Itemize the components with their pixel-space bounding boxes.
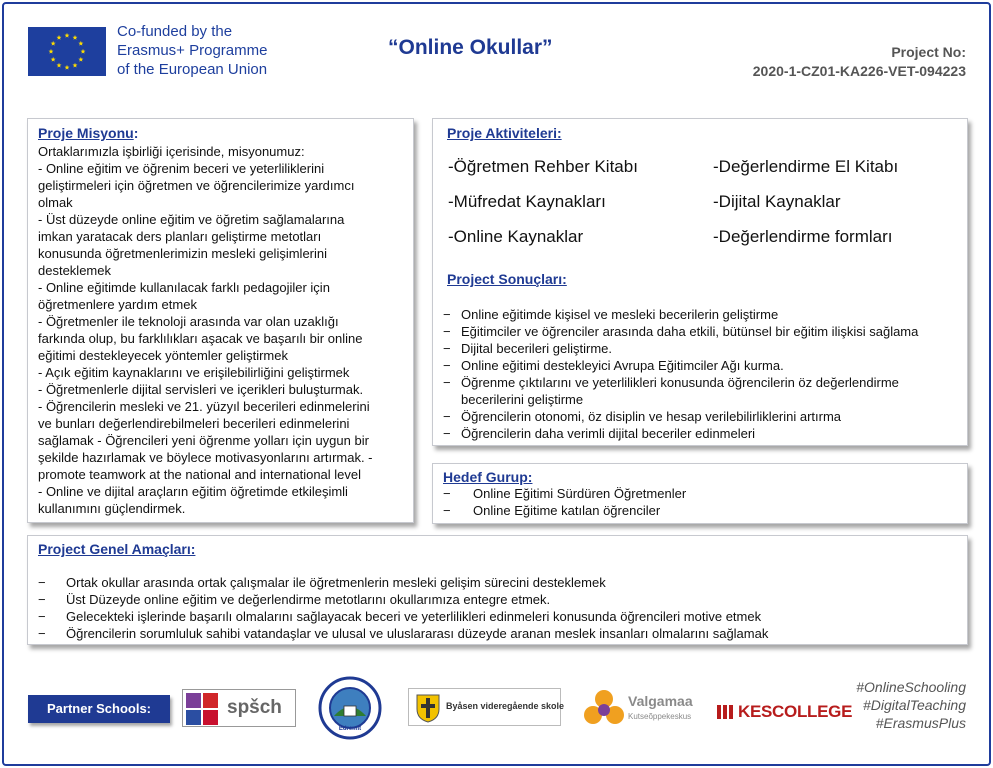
target-item-text: Online Eğitimi Sürdüren Öğretmenler	[473, 486, 687, 501]
result-item-text: Öğrencilerin daha verimli dijital beceriler edinmeleri	[461, 426, 756, 441]
mission-heading-colon: :	[133, 125, 139, 141]
activity-item: -Müfredat Kaynakları	[448, 192, 606, 211]
valgamaa-logo-text: Valgamaa	[628, 693, 693, 709]
mission-line: olmak	[38, 195, 73, 210]
mission-line: konusunda öğretmenlerimizin mesleki gelişimlerini	[38, 246, 328, 261]
goals-panel	[27, 535, 968, 645]
eu-star-icon	[78, 41, 83, 46]
result-item	[443, 306, 961, 323]
target-item	[443, 485, 957, 502]
target-item-text: Online Eğitime katılan öğrenciler	[473, 503, 661, 518]
bullet-dash: −	[38, 609, 46, 624]
bullet-dash: −	[443, 324, 451, 339]
goal-item-text: Üst Düzeyde online eğitim ve değerlendirme metotlarını okullarımıza entegre etmek.	[66, 592, 551, 607]
bullet-dash: −	[443, 358, 451, 373]
activity-item: -Değerlendirme formları	[713, 227, 893, 246]
spsch-square-icon	[203, 710, 218, 725]
target-group-panel	[432, 463, 968, 524]
goals-heading: Project Genel Amaçları:	[38, 541, 196, 557]
result-item-text: Öğrencilerin otonomi, öz disiplin ve hesap verilebilirliklerini artırma	[461, 409, 842, 424]
cross-shield-icon	[415, 693, 441, 723]
mission-line: promote teamwork at the national and international level	[38, 467, 362, 482]
mission-line: kullanımını güçlendirmek.	[38, 501, 186, 516]
eu-funding-line: of the European Union	[117, 61, 268, 78]
seal-text: Edremit	[338, 726, 362, 732]
mission-line: - Öğrencilerin mesleki ve 21. yüzyıl becerileri edinmelerini	[38, 399, 370, 414]
eu-star-icon	[81, 49, 86, 54]
kes-college-logo	[716, 702, 852, 722]
target-item	[443, 502, 957, 519]
bullet-dash: −	[38, 592, 46, 607]
activity-item: -Değerlendirme El Kitabı	[713, 157, 899, 176]
goal-item-text: Ortak okullar arasında ortak çalışmalar ile öğretmenlerin mesleki gelişim sürecini desteklemek	[66, 575, 606, 590]
goal-item-text: Gelecekteki işlerinde başarılı olmalarını sağlayacak beceri ve yeterlilikleri edinmeleri konusunda öğrencileri motive etmek	[66, 609, 762, 624]
result-item	[443, 323, 961, 340]
activity-item: -Dijital Kaynaklar	[713, 192, 841, 211]
result-item	[443, 340, 961, 357]
goal-item	[38, 574, 957, 591]
valgamaa-logo-subtext: Kutseõppekeskus	[628, 712, 692, 721]
goals-list	[38, 574, 957, 642]
eu-funding-text	[117, 22, 267, 79]
mission-line: Ortaklarımızla işbirliği içerisinde, misyonumuz:	[38, 144, 305, 159]
result-item-text: Öğrenme çıktılarını ve yeterlilikleri konusunda öğrencilerin öz değerlendirme becerilerini geliştirme	[461, 375, 899, 407]
valgamaa-logo	[583, 689, 703, 731]
eu-star-icon	[65, 65, 70, 70]
kes-logo-text: KESCOLLEGE	[738, 702, 853, 721]
mission-line: - Üst düzeyde online eğitim ve öğretim sağlamalarına	[38, 212, 345, 227]
bullet-dash: −	[443, 503, 451, 518]
byasen-school-logo	[408, 688, 565, 726]
eu-star-icon	[57, 35, 62, 40]
bullet-dash: −	[443, 426, 451, 441]
bullet-dash: −	[38, 626, 46, 641]
eu-star-icon	[57, 63, 62, 68]
activity-item: -Online Kaynaklar	[448, 227, 584, 246]
mission-heading: Proje Misyonu	[38, 125, 134, 141]
mission-line: sağlamak - Öğrencileri yeni öğrenme yolları için uygun bir	[38, 433, 369, 448]
byasen-logo-text: Byåsen videregående skole	[446, 701, 565, 711]
bullet-dash: −	[443, 375, 451, 390]
hashtag: #DigitalTeaching	[863, 697, 966, 713]
project-label: Project No:	[891, 44, 966, 60]
eu-funding-line: Co-funded by the	[117, 23, 233, 40]
mission-text	[38, 143, 403, 517]
spsch-square-icon	[203, 693, 218, 708]
eu-star-icon	[73, 63, 78, 68]
kes-mark-icon	[716, 702, 736, 722]
eu-star-icon	[78, 57, 83, 62]
bullet-dash: −	[443, 341, 451, 356]
spsch-logo	[182, 689, 296, 727]
goal-item	[38, 608, 957, 625]
bullet-dash: −	[443, 307, 451, 322]
spsch-square-icon	[186, 693, 201, 708]
mission-heading-row	[38, 125, 403, 143]
goal-item-text: Öğrencilerin sorumluluk sahibi vatandaşlar ve ulusal ve uluslararası düzeyde aranan meslek insanları olmalarını sağlamak	[66, 626, 769, 641]
mission-line: eğitimi destekleyecek yöntemler geliştirmek	[38, 348, 288, 363]
goal-item	[38, 591, 957, 608]
hashtags	[856, 678, 966, 732]
mission-line: geliştirmeleri için öğretmen ve öğrencilerimize yardımcı	[38, 178, 355, 193]
mission-line: ve bunları değerlendirebilmeleri becerileri edinmelerini	[38, 416, 350, 431]
project-number-block	[753, 43, 966, 81]
eu-flag-logo	[28, 27, 106, 76]
mission-line: - Öğretmenler ile teknoloji arasında var olan uzaklığı	[38, 314, 339, 329]
eu-star-icon	[51, 41, 56, 46]
eu-star-icon	[49, 49, 54, 54]
eu-star-icon	[73, 35, 78, 40]
mission-line: farkında olup, bu farklılıkları aşacak ve başarılı bir online	[38, 331, 363, 346]
result-item-text: Eğitimciler ve öğrenciler arasında daha etkili, bütünsel bir eğitim ilişkisi sağlama	[461, 324, 919, 339]
partner-schools-label: Partner Schools:	[28, 695, 170, 723]
valgamaa-flower-icon	[583, 689, 625, 731]
mission-panel	[27, 118, 414, 523]
result-item	[443, 357, 961, 374]
edremit-school-seal-logo	[318, 676, 382, 740]
hashtag: #ErasmusPlus	[875, 715, 966, 731]
results-heading: Project Sonuçları:	[447, 271, 567, 287]
goal-item	[38, 625, 957, 642]
eu-stars-icon	[28, 27, 106, 76]
eu-star-icon	[51, 57, 56, 62]
result-item	[443, 408, 961, 425]
eu-funding-line: Erasmus+ Programme	[117, 42, 268, 59]
hashtag: #OnlineSchooling	[856, 679, 966, 695]
bullet-dash: −	[38, 575, 46, 590]
activities-panel	[432, 118, 968, 446]
target-group-list	[443, 485, 957, 519]
activity-item: -Öğretmen Rehber Kitabı	[448, 157, 638, 176]
mission-line: şekilde hazırlamak ve böylece motivasyonlarını artırmak. -	[38, 450, 373, 465]
result-item	[443, 425, 961, 442]
mission-line: - Online ve dijital araçların eğitim öğretimde etkileşimli	[38, 484, 348, 499]
result-item-text: Online eğitimde kişisel ve mesleki becerilerin geliştirme	[461, 307, 779, 322]
result-item-text: Online eğitimi destekleyici Avrupa Eğitimciler Ağı kurma.	[461, 358, 784, 373]
mission-line: imkan yaratacak ders planları geliştirme metotları	[38, 229, 322, 244]
mission-line: - Açık eğitim kaynaklarını ve erişilebilirliğini geliştirmek	[38, 365, 350, 380]
project-number: 2020-1-CZ01-KA226-VET-094223	[752, 63, 966, 79]
bullet-dash: −	[443, 486, 451, 501]
mission-line: - Öğretmenlerle dijital servisleri ve içerikleri buluşturmak.	[38, 382, 364, 397]
page-title: “Online Okullar”	[388, 36, 553, 59]
eu-star-icon	[65, 33, 70, 38]
spsch-square-icon	[186, 710, 201, 725]
bullet-dash: −	[443, 409, 451, 424]
result-item	[443, 374, 961, 408]
spsch-logo-text: spšch	[227, 697, 282, 718]
mission-line: desteklemek	[38, 263, 111, 278]
results-list	[443, 306, 961, 442]
mission-line: öğretmenlere yardım etmek	[38, 297, 197, 312]
result-item-text: Dijital becerileri geliştirme.	[461, 341, 612, 356]
activities-heading: Proje Aktiviteleri:	[447, 125, 562, 141]
mission-line: - Online eğitim ve öğrenim beceri ve yeterliliklerini	[38, 161, 325, 176]
target-group-heading: Hedef Gurup:	[443, 469, 533, 485]
mission-line: - Online eğitimde kullanılacak farklı pedagojiler için	[38, 280, 330, 295]
